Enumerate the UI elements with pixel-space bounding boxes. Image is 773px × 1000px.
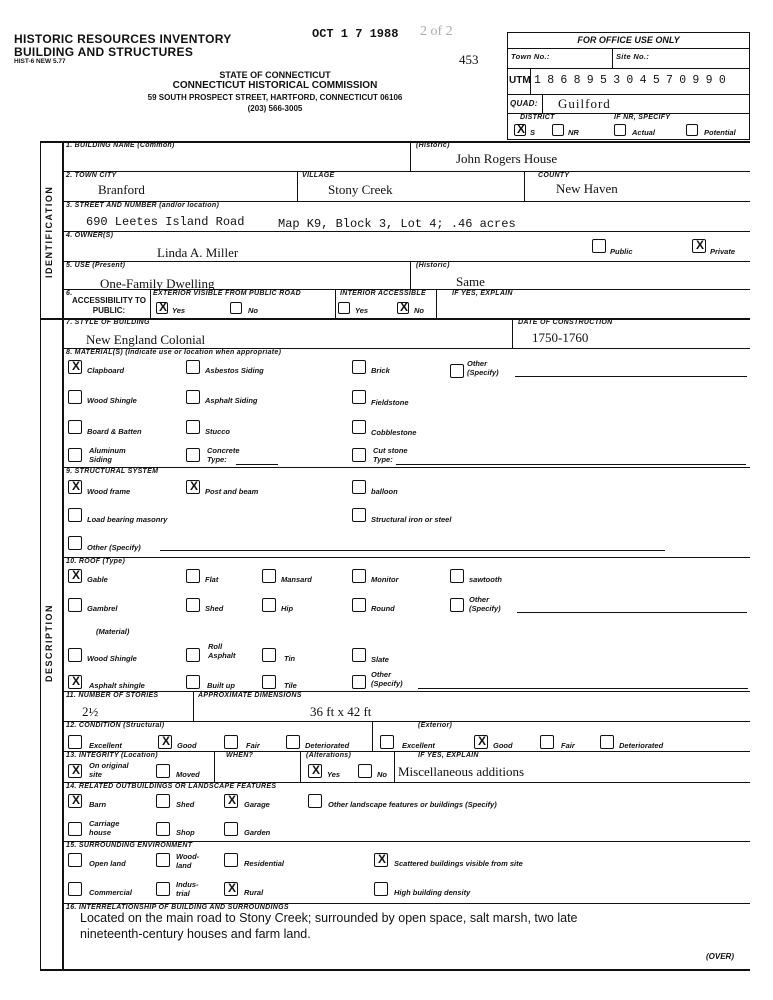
dimensions-label: APPROXIMATE DIMENSIONS [198,692,302,699]
cobblestone-label: Cobblestone [371,428,417,437]
district-nr-label: NR [568,128,579,137]
wood-shingle-checkbox[interactable] [68,390,82,404]
if-yes-explain-label: IF YES, EXPLAIN [452,290,513,297]
date-of-construction-label: DATE OF CONSTRUCTION [518,319,613,326]
roof-material-other-label: Other [371,670,392,679]
roof-shed-label: Shed [205,604,224,613]
residential-checkbox[interactable] [224,853,238,867]
cut-stone-type-label: Type: [373,455,393,464]
commercial-checkbox[interactable] [68,882,82,896]
brick-checkbox[interactable] [352,360,366,374]
alterations-label: (Alterations) [306,752,352,759]
built-up-label: Built up [207,681,235,690]
rural-label: Rural [244,888,264,897]
form-subtitle: BUILDING AND STRUCTURES [14,45,194,59]
wood-label: Wood- [176,852,200,861]
sawtooth-label: sawtooth [469,575,502,584]
check-mark: X [516,122,525,136]
fieldstone-label: Fieldstone [371,398,409,407]
wood-shingle-label: Wood Shingle [87,396,137,405]
stucco-checkbox[interactable] [186,420,200,434]
ext-deteriorated-label: Deteriorated [619,741,664,750]
village-value: Stony Creek [328,182,393,197]
roll-asphalt-checkbox[interactable] [186,648,200,662]
open-land-checkbox[interactable] [68,853,82,867]
check-mark: X [158,300,167,314]
commercial-label: Commercial [89,888,132,897]
date-of-construction-value: 1750-1760 [532,330,589,345]
clapboard-checkbox[interactable] [68,360,82,374]
indus-label: Indus- [176,880,199,889]
gable-checkbox[interactable] [68,569,82,583]
roof-other-label: Other [469,595,490,604]
record-number: 453 [459,52,479,67]
historic-name-value: John Rogers House [456,151,558,166]
when-label: WHEN? [226,752,254,759]
structural-other-checkbox[interactable] [68,536,82,550]
form-title: HISTORIC RESOURCES INVENTORY [14,32,232,46]
structural-iron-checkbox[interactable] [352,508,366,522]
description-side-label: DESCRIPTION [44,603,54,682]
material-other-label: Other [467,359,488,368]
roof-specify-label: (Specify) [469,604,501,613]
check-mark: X [695,238,704,252]
quad-value: Guilford [558,96,611,111]
flat-label: Flat [205,575,219,584]
tile-label: Tile [284,681,297,690]
exterior-no-checkbox[interactable] [230,302,242,314]
cut-stone-label: Cut stone [373,446,408,455]
woodland-checkbox[interactable] [156,853,170,867]
residential-label: Residential [244,859,285,868]
hip-checkbox[interactable] [262,598,276,612]
material-specify-label: (Specify) [467,368,499,377]
struct-good-checkbox[interactable] [158,735,172,749]
style-label: 7. STYLE OF BUILDING [66,319,150,326]
street-value: 690 Leetes Island Road [86,215,245,229]
street-label: 3. STREET AND NUMBER (and/or location) [66,202,220,209]
asbestos-checkbox[interactable] [186,360,200,374]
use-label: 5. USE (Present) [66,262,126,269]
owner-label: 4. OWNER(S) [66,232,114,239]
exterior-no-label: No [248,306,258,315]
structural-system-label: 9. STRUCTURAL SYSTEM [66,468,159,475]
other-landscape-checkbox[interactable] [308,794,322,808]
shop-checkbox[interactable] [156,822,170,836]
owner-value: Linda A. Miller [157,245,239,260]
scattered-buildings-label: Scattered buildings visible from site [394,859,523,868]
moved-label: Moved [176,770,200,779]
over-label: (OVER) [706,952,734,961]
received-stamp: OCT 1 7 1988 [312,27,399,41]
aluminum-siding-label: Siding [89,455,112,464]
asphalt-shingle-checkbox[interactable] [68,675,82,689]
carriage-label: Carriage [89,819,120,828]
wood-frame-label: Wood frame [87,487,131,496]
interrelationship-line-2: nineteenth-century houses and farm land. [80,927,311,941]
dimensions-value: 36 ft x 42 ft [310,704,372,719]
utm-label: UTM [509,75,531,86]
roof-shed-checkbox[interactable] [186,598,200,612]
town-city-label: 2. TOWN CITY [66,172,117,179]
mansard-label: Mansard [281,575,312,584]
monitor-checkbox[interactable] [352,569,366,583]
interior-yes-checkbox[interactable] [338,302,350,314]
struct-fair-label: Fair [246,741,260,750]
flat-checkbox[interactable] [186,569,200,583]
use-value: One-Family Dwelling [100,276,215,291]
stucco-label: Stucco [205,427,231,436]
surrounding-label: 15. SURROUNDING ENVIRONMENT [66,842,193,849]
check-mark: X [71,763,80,777]
interrelationship-line-1: Located on the main road to Stony Creek; surrounded by open space, salt marsh, two late [80,911,578,925]
check-mark: X [71,674,80,688]
asphalt-shingle-label: Asphalt shingle [89,681,145,690]
outbuildings-label: 14. RELATED OUTBUILDINGS OR LANDSCAPE FEATURES [66,783,277,790]
district-s-checkbox[interactable] [514,124,526,136]
alterations-no-label: No [377,770,387,779]
round-checkbox[interactable] [352,598,366,612]
struct-good-label: Good [177,741,197,750]
structural-other-label: Other (Specify) [87,543,141,552]
carriage-house-checkbox[interactable] [68,822,82,836]
alterations-yes-label: Yes [327,770,341,779]
ext-excellent-checkbox[interactable] [380,735,394,749]
private-checkbox[interactable] [692,239,706,253]
alterations-explain-value: Miscellaneous additions [398,764,525,779]
commission-address: 59 SOUTH PROSPECT STREET, HARTFORD, CONNECTICUT 06106 [147,93,403,102]
roof-type-label: 10. ROOF (Type) [66,558,126,565]
roll-asphalt-label: Asphalt [208,651,236,660]
accessibility-label: ACCESSIBILITY TO PUBLIC: [72,296,146,315]
quad-label: QUAD: [510,99,538,108]
check-mark: X [227,793,236,807]
garage-label: Garage [244,800,270,809]
ext-excellent-label: Excellent [402,741,435,750]
round-label: Round [371,604,395,613]
ext-good-label: Good [493,741,513,750]
alterations-no-checkbox[interactable] [358,764,372,778]
integrity-label: 13. INTEGRITY (Location) [66,752,158,759]
garden-checkbox[interactable] [224,822,238,836]
board-batten-checkbox[interactable] [68,420,82,434]
carriage-house-label: house [89,828,112,837]
struct-excellent-checkbox[interactable] [68,735,82,749]
rural-checkbox[interactable] [224,882,238,896]
integrity-if-yes-label: IF YES, EXPLAIN [418,752,479,759]
slate-checkbox[interactable] [352,648,366,662]
hip-label: Hip [281,604,294,613]
gable-label: Gable [87,575,108,584]
exterior-condition-label: (Exterior) [418,722,453,729]
gambrel-label: Gambrel [87,604,118,613]
material-other-checkbox[interactable] [450,364,464,378]
aluminum-label: Aluminum [89,446,126,455]
load-bearing-checkbox[interactable] [68,508,82,522]
struct-excellent-label: Excellent [89,741,122,750]
gambrel-checkbox[interactable] [68,598,82,612]
cobblestone-checkbox[interactable] [352,420,366,434]
board-batten-label: Board & Batten [87,427,142,436]
struct-deteriorated-checkbox[interactable] [286,735,300,749]
asphalt-siding-label: Asphalt Siding [205,396,258,405]
commission-phone: (203) 566-3005 [247,104,303,113]
check-mark: X [399,300,408,314]
stories-label: 11. NUMBER OF STORIES [66,692,159,699]
historic-use-value: Same [456,274,485,289]
barn-checkbox[interactable] [68,794,82,808]
balloon-label: balloon [371,487,398,496]
on-original-label: On original [89,761,129,770]
fieldstone-checkbox[interactable] [352,390,366,404]
form-code: HIST-6 NEW 5.77 [14,58,66,65]
check-mark: X [227,881,236,895]
aluminum-checkbox[interactable] [68,448,82,462]
brick-label: Brick [371,366,390,375]
interior-accessible-label: INTERIOR ACCESSIBLE [340,290,426,297]
roof-material-specify-label: (Specify) [371,679,403,688]
post-beam-checkbox[interactable] [186,480,200,494]
nr-potential-label: Potential [704,128,736,137]
identification-side-label: IDENTIFICATION [44,185,54,278]
outbuilding-shed-checkbox[interactable] [156,794,170,808]
mansard-checkbox[interactable] [262,569,276,583]
check-mark: X [161,734,170,748]
built-up-checkbox[interactable] [186,675,200,689]
if-nr-label: IF NR, SPECIFY [614,114,671,121]
ext-deteriorated-checkbox[interactable] [600,735,614,749]
ext-fair-label: Fair [561,741,575,750]
other-landscape-label: Other landscape features or buildings (Specify) [328,800,497,809]
barn-label: Barn [89,800,107,809]
sawtooth-checkbox[interactable] [450,569,464,583]
roof-material-label: (Material) [96,627,130,636]
on-original-site-label: site [89,770,102,779]
woodland-label: land [176,861,192,870]
nr-actual-label: Actual [632,128,655,137]
tin-label: Tin [284,654,296,663]
nr-potential-checkbox[interactable] [686,124,698,136]
tile-checkbox[interactable] [262,675,276,689]
check-mark: X [71,359,80,373]
nr-actual-checkbox[interactable] [614,124,626,136]
office-use-title: FOR OFFICE USE ONLY [577,35,680,45]
exterior-visible-label: EXTERIOR VISIBLE FROM PUBLIC ROAD [153,290,301,297]
tin-checkbox[interactable] [262,648,276,662]
stories-value: 2½ [82,704,99,719]
exterior-yes-checkbox[interactable] [156,302,168,314]
monitor-label: Monitor [371,575,399,584]
interior-yes-label: Yes [355,306,369,315]
garage-checkbox[interactable] [224,794,238,808]
check-mark: X [71,479,80,493]
asbestos-label: Asbestos Siding [205,366,264,375]
concrete-type-label: Type: [207,455,227,464]
asphalt-siding-checkbox[interactable] [186,390,200,404]
style-value: New England Colonial [86,332,206,347]
accessibility-number: 6. [66,290,73,297]
private-label: Private [710,247,736,256]
clapboard-label: Clapboard [87,366,125,375]
wood-frame-checkbox[interactable] [68,480,82,494]
check-mark: X [71,793,80,807]
interior-no-checkbox[interactable] [397,302,409,314]
historic-name-label: (Historic) [416,142,450,149]
roof-wood-shingle-checkbox[interactable] [68,648,82,662]
slate-label: Slate [371,655,389,664]
struct-fair-checkbox[interactable] [224,735,238,749]
state-heading: STATE OF CONNECTICUT [219,70,331,80]
struct-deteriorated-label: Deteriorated [305,741,350,750]
exterior-yes-label: Yes [172,306,186,315]
village-label: VILLAGE [302,172,335,179]
outbuilding-shed-label: Shed [176,800,195,809]
ext-fair-checkbox[interactable] [540,735,554,749]
condition-label: 12. CONDITION (Structural) [66,722,165,729]
high-density-checkbox[interactable] [374,882,388,896]
structural-iron-label: Structural iron or steel [371,515,452,524]
scattered-buildings-checkbox[interactable] [374,853,388,867]
roof-wood-shingle-label: Wood Shingle [87,654,137,663]
check-mark: X [189,479,198,493]
roof-other-checkbox[interactable] [450,598,464,612]
interior-no-label: No [414,306,424,315]
roof-material-other-checkbox[interactable] [352,675,366,689]
roll-label: Roll [208,642,223,651]
post-beam-label: Post and beam [205,487,259,496]
interrelationship-label: 16. INTERRELATIONSHIP OF BUILDING AND SURROUNDINGS [66,904,289,911]
district-nr-checkbox[interactable] [552,124,564,136]
public-label: Public [610,247,633,256]
alterations-yes-checkbox[interactable] [308,764,322,778]
concrete-label: Concrete [207,446,240,455]
moved-checkbox[interactable] [156,764,170,778]
page-mark: 2 of 2 [420,24,453,39]
map-value: Map K9, Block 3, Lot 4; .46 acres [278,217,516,231]
check-mark: X [477,734,486,748]
town-no-label: Town No.: [511,52,550,61]
load-bearing-label: Load bearing masonry [87,515,168,524]
utm-value: 1 8 6 8 9 5 3 0 4 5 7 0 9 9 0 [534,74,726,87]
check-mark: X [377,852,386,866]
historic-use-label: (Historic) [416,262,450,269]
on-original-site-checkbox[interactable] [68,764,82,778]
balloon-checkbox[interactable] [352,480,366,494]
county-label: COUNTY [538,172,570,179]
public-checkbox[interactable] [592,239,606,253]
industrial-label: trial [176,889,190,898]
cut-stone-checkbox[interactable] [352,448,366,462]
check-mark: X [311,763,320,777]
commission-heading: CONNECTICUT HISTORICAL COMMISSION [172,80,378,91]
district-s-label: S [530,128,536,137]
town-city-value: Branford [98,182,145,197]
high-density-label: High building density [394,888,471,897]
industrial-checkbox[interactable] [156,882,170,896]
shop-label: Shop [176,828,195,837]
site-no-label: Site No.: [616,52,650,61]
garden-label: Garden [244,828,271,837]
check-mark: X [71,568,80,582]
district-label: DISTRICT [520,114,555,121]
concrete-checkbox[interactable] [186,448,200,462]
building-name-label: 1. BUILDING NAME (Common) [66,142,175,149]
open-land-label: Open land [89,859,126,868]
ext-good-checkbox[interactable] [474,735,488,749]
materials-label: 8. MATERIAL(S) (Indicate use or location when appropriate) [66,349,282,356]
county-value: New Haven [556,181,618,196]
